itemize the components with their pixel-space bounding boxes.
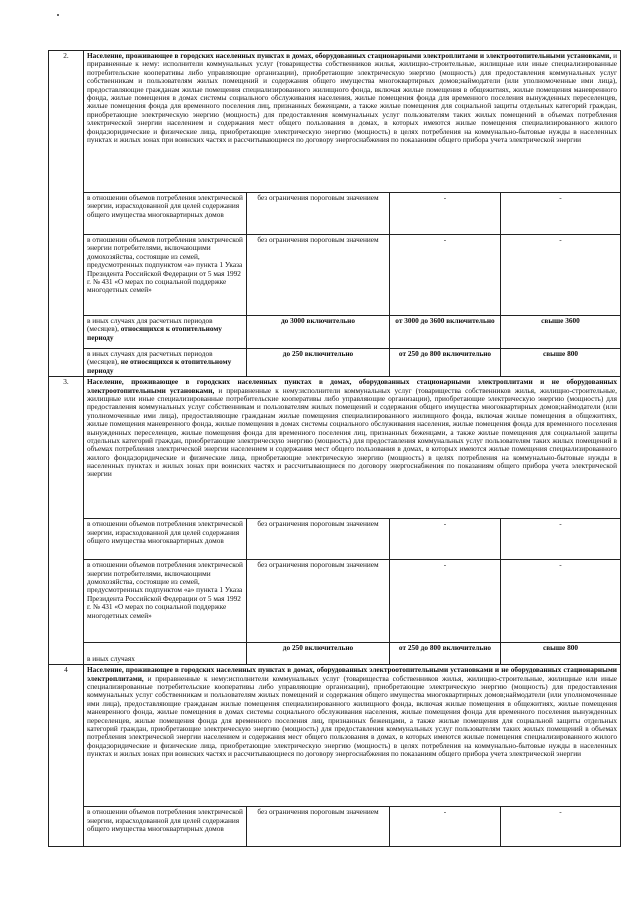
range-cell: - — [390, 235, 501, 316]
limit-cell: без ограничения пороговым значением — [247, 560, 390, 643]
range-cell: от 250 до 800 включительно — [390, 349, 501, 377]
section-title: Население, проживающее в городских населенных пунктах в домах, оборудованных стационарными электроплитами и не оборудованных электроотопительными установками, — [87, 377, 617, 395]
section-description — [84, 665, 621, 807]
section-description — [84, 51, 621, 193]
limit-cell: до 250 включительно — [247, 643, 390, 665]
above-cell: - — [501, 560, 621, 643]
section-body: и приравненные к нему:исполнители коммунальных услуг (товарищества собственников жилья, жилищно-строительные, жилищные или иные специализированные потребительские кооперативы либо управляющие организации), приобретающие электрическую энергию (мощность) для предоставления коммунальных услуг собственникам и пользователям жилых помещений и содержания общего имущества многоквартирных домов;наймодатели (или уполномоченные ими лица), предоставляющие гражданам жилые помещения специализированного жилищного фонда, включая жилые помещения в общежитиях, жилые помещения маневренного фонда, жилые помещения в домах системы социального обслуживания населения, жилые помещения фонда для временного поселения вынужденных переселенцев, жилые помещения фонда для временного поселения лиц, признанных беженцами, а также жилые помещения для социальной защиты отдельных категорий граждан, приобретающие электрическую энергию (мощность) для предоставления коммунальных услуг пользователям таких жилых помещений в объемах потребления электрической энергии населением и содержания мест общего пользования в домах, в которых имеются жилые помещения специализированного жилого фонда;юридические и физические лица, приобретающие электрическую энергию (мощность) в целях потребления на коммунально-бытовые нужды в населенных пунктах и жилых зонах при воинских частях и рассчитывающиеся по договору энергоснабжения по показаниям общего прибора учета электрической энергии — [87, 385, 617, 479]
range-cell: - — [390, 193, 501, 235]
table-row — [49, 193, 621, 235]
above-cell: свыше 3600 — [501, 316, 621, 349]
section-row — [49, 51, 621, 193]
condition-cell — [84, 349, 247, 377]
section-title: Население, проживающее в городских населенных пунктах в домах, оборудованных стационарными электроплитами и электроотопительными установками, — [87, 51, 612, 60]
tariff-threshold-table — [48, 50, 621, 847]
range-cell: от 3000 до 3600 включительно — [390, 316, 501, 349]
section-title: Население, проживающее в городских населенных пунктах в домах, оборудованных электроотопительными установками и не оборудованных стационарными электроплитами, — [87, 665, 617, 683]
table-row — [49, 235, 621, 316]
above-cell: - — [501, 193, 621, 235]
section-number: 4 — [49, 665, 84, 847]
section-row — [49, 377, 621, 519]
condition-text: в иных случаях для расчетных периодов (месяцев), — [87, 316, 213, 334]
above-cell: - — [501, 807, 621, 847]
condition-cell: в отношении объемов потребления электрической энергии, израсходованной для целей содержания общего имущества многоквартирных домов — [84, 807, 247, 847]
above-cell: - — [501, 519, 621, 560]
table-row — [49, 560, 621, 643]
condition-cell: в отношении объемов потребления электрической энергии, израсходованной для целей содержания общего имущества многоквартирных домов — [84, 193, 247, 235]
limit-cell: без ограничения пороговым значением — [247, 519, 390, 560]
section-body: и приравненные к нему: исполнители коммунальных услуг (товарищества собственников жилья, жилищно-строительные, жилищные или иные специализированные потребительские кооперативы либо управляющие организации), приобретающие электрическую энергию (мощность) для предоставления коммунальных услуг собственникам и пользователям жилых помещений и содержания общего имущества многоквартирных домов;наймодатели (или уполномоченные ими лица), предоставляющие гражданам жилые помещения специализированного жилищного фонда, включая жилые помещения в общежитиях, жилые помещения маневренного фонда, жилые помещения в домах системы социального обслуживания населения, жилые помещения фонда для временного поселения вынужденных переселенцев, жилые помещения фонда для временного поселения лиц, признанных беженцами, а также жилые помещения для социальной защиты отдельных категорий граждан, приобретающие электрическую энергию (мощность) для предоставления коммунальных услуг пользователям таких жилых помещений в объемах потребления электрической энергии населением и содержания мест общего пользования в домах, в которых имеются жилые помещения специализированного жилого фонда;юридические и физические лица, приобретающие электрическую энергию (мощность) в целях потребления на коммунально-бытовые нужды в населенных пунктах и жилых зонах при воинских частях и рассчитывающиеся по договору энергоснабжения по показаниям общего прибора учета электрической энергии — [87, 51, 618, 144]
limit-cell: без ограничения пороговым значением — [247, 193, 390, 235]
range-cell: - — [390, 519, 501, 560]
condition-cell — [84, 316, 247, 349]
range-cell: - — [390, 560, 501, 643]
scan-dot — [57, 14, 59, 16]
condition-cell: в отношении объемов потребления электрической энергии потребителями, включающими домохозяйства, состоящие из семей, предусмотренных подпунктом «а» пункта 1 Указа Президента Российской Федерации от 5 мая 1992 г. № 431 «О мерах по социальной поддержке многодетных семей» — [84, 235, 247, 316]
range-cell: от 250 до 800 включительно — [390, 643, 501, 665]
condition-cell: в иных случаях — [84, 643, 247, 665]
above-cell: свыше 800 — [501, 643, 621, 665]
above-cell: - — [501, 235, 621, 316]
condition-cell: в отношении объемов потребления электрической энергии потребителями, включающими домохозяйства, состоящие из семей, предусмотренных подпунктом «а» пункта 1 Указа Президента Российской Федерации от 5 мая 1992 г. № 431 «О мерах по социальной поддержке многодетных семей» — [84, 560, 247, 643]
table-row — [49, 349, 621, 377]
limit-cell: до 250 включительно — [247, 349, 390, 377]
condition-text: в иных случаях для расчетных периодов (месяцев), — [87, 349, 213, 367]
table-row — [49, 807, 621, 847]
limit-cell: без ограничения пороговым значением — [247, 235, 390, 316]
table-row — [49, 643, 621, 665]
limit-cell: без ограничения пороговым значением — [247, 807, 390, 847]
limit-cell: до 3000 включительно — [247, 316, 390, 349]
section-description — [84, 377, 621, 519]
condition-emphasis: относящихся к отопительному периоду — [87, 324, 222, 342]
range-cell: - — [390, 807, 501, 847]
section-body: и приравненные к нему:исполнители коммунальных услуг (товарищества собственников жилья, жилищно-строительные, жилищные или иные специализированные потребительские кооперативы либо управляющие организации), приобретающие электрическую энергию (мощность) для предоставления коммунальных услуг собственникам и пользователям жилых помещений и содержания общего имущества многоквартирных домов;наймодатели (или уполномоченные ими лица), предоставляющие гражданам жилые помещения специализированного жилищного фонда, включая жилые помещения в общежитиях, жилые помещения маневренного фонда, жилые помещения в домах системы социального обслуживания населения, жилые помещения фонда для временного поселения вынужденных переселенцев, жилые помещения фонда для временного поселения лиц, признанных беженцами, а также жилые помещения для социальной защиты отдельных категорий граждан, приобретающие электрическую энергию (мощность) для предоставления коммунальных услуг пользователям таких жилых помещений в объемах потребления электрической энергии населением и содержания мест общего пользования в домах, в которых имеются жилые помещения специализированного жилого фонда;юридические и физические лица, приобретающие электрическую энергию (мощность) в целях потребления на коммунально-бытовые нужды в населенных пунктах и жилых зонах при воинских частях и рассчитывающиеся по договору энергоснабжения по показаниям общего прибора учета электрической энергии — [87, 673, 617, 759]
above-cell: свыше 800 — [501, 349, 621, 377]
section-number: 3. — [49, 377, 84, 665]
table-row — [49, 519, 621, 560]
condition-cell: в отношении объемов потребления электрической энергии, израсходованной для целей содержания общего имущества многоквартирных домов — [84, 519, 247, 560]
section-number: 2. — [49, 51, 84, 377]
condition-emphasis: не относящихся к отопительному периоду — [87, 357, 232, 375]
table-row — [49, 316, 621, 349]
section-row — [49, 665, 621, 807]
